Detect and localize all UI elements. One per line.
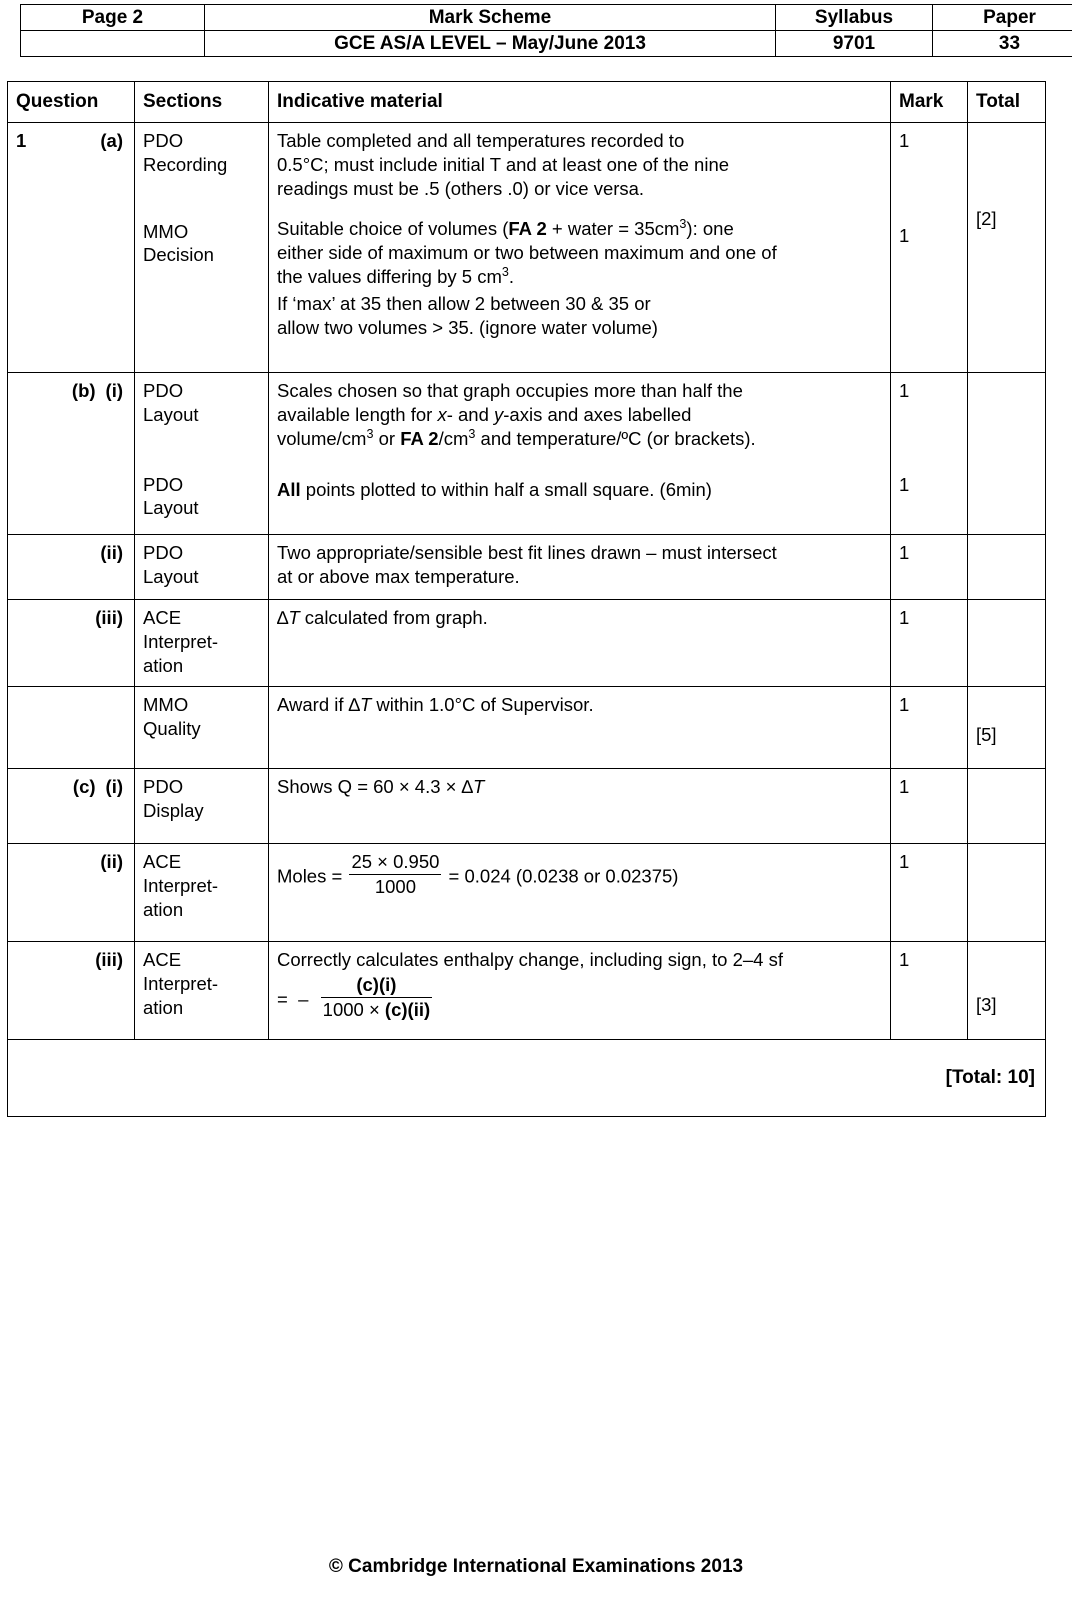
equals-symbol: = (277, 988, 288, 1010)
text-fragment-bold: FA 2 (400, 427, 439, 449)
mark-value: 1 (899, 130, 910, 152)
section-group (143, 541, 261, 588)
section-code: MMO (143, 694, 189, 716)
mark-cell-ci (891, 769, 968, 844)
header-exam-line: GCE AS/A LEVEL – May/June 2013 (205, 31, 776, 57)
indicative-cell-1a (269, 123, 891, 373)
header-paper-label: Paper (933, 5, 1072, 31)
text-fragment: the values differing by 5 cm (277, 265, 502, 287)
total-value: [3] (976, 994, 997, 1016)
text-fragment: Suitable choice of volumes ( (277, 218, 509, 240)
question-cell-bii (8, 535, 135, 600)
text-fragment: Two appropriate/sensible best fit lines drawn – must intersect (277, 542, 777, 564)
sections-cell-1a (135, 123, 269, 373)
section-code: PDO (143, 776, 184, 798)
section-skill-cont: ation (143, 654, 184, 676)
sections-cell-bii (135, 535, 269, 600)
text-fragment: ∆ (277, 607, 289, 629)
text-fragment: Moles = (277, 865, 348, 887)
column-header-indicative-material: Indicative material (269, 82, 891, 123)
text-fragment: °C of Supervisor. (454, 694, 594, 716)
table-row (8, 600, 1046, 687)
section-skill: Interpret- (143, 874, 219, 896)
text-fragment: 0.5 (277, 153, 303, 175)
section-code: PDO (143, 473, 184, 495)
section-code: PDO (143, 380, 184, 402)
total-cell-ciii (968, 942, 1046, 1040)
mark-value: 1 (899, 851, 910, 873)
total-cell-ci (968, 769, 1046, 844)
sections-cell-cii (135, 844, 269, 942)
column-header-sections: Sections (135, 82, 269, 123)
indicative-paragraph (277, 292, 883, 339)
mark-cell-bi (891, 373, 968, 535)
header-row-top (21, 5, 1072, 31)
superscript: 3 (468, 426, 476, 441)
text-fragment-italic: T (472, 776, 485, 798)
column-header-mark: Mark (891, 82, 968, 123)
text-fragment: 1000 (322, 998, 369, 1020)
fraction (321, 973, 432, 1021)
question-part: (a) (100, 130, 123, 152)
section-code: ACE (143, 607, 182, 629)
text-fragment: 25 (351, 851, 378, 873)
question-cell-biii (8, 600, 135, 687)
multiply-symbol: × (398, 776, 410, 798)
indicative-paragraph (277, 775, 883, 799)
indicative-equation (277, 973, 883, 1021)
grand-total-cell: [Total: 10] (8, 1040, 1046, 1117)
fraction-denominator (321, 998, 432, 1022)
indicative-paragraph (277, 129, 883, 200)
text-fragment-italic: T (359, 694, 372, 716)
minus-symbol: – (298, 988, 309, 1010)
mark-value: 1 (899, 949, 910, 971)
section-skill: Layout (143, 565, 199, 587)
mark-value: 1 (899, 380, 910, 402)
section-skill-cont: ation (143, 898, 184, 920)
section-code: ACE (143, 949, 182, 971)
table-row (8, 535, 1046, 600)
text-fragment: ∆ (348, 694, 360, 716)
question-subpart: (iii) (95, 607, 123, 629)
question-cell-bi (8, 373, 135, 535)
total-cell-quality (968, 687, 1046, 769)
fraction-denominator: 1000 (374, 875, 416, 897)
indicative-cell-ciii (269, 942, 891, 1040)
section-group (143, 220, 261, 267)
section-group (143, 775, 261, 822)
section-skill: Display (143, 799, 204, 821)
mark-cell-quality (891, 687, 968, 769)
multiply-symbol: × (445, 776, 457, 798)
text-fragment-bold: FA 2 (508, 218, 547, 240)
indicative-equation (277, 850, 883, 898)
question-subpart: (ii) (100, 851, 123, 873)
text-fragment: at or above max temperature. (277, 565, 520, 587)
text-fragment: Correctly calculates enthalpy change, including sign, to 2–4 sf (277, 949, 783, 971)
section-skill: Decision (143, 244, 214, 266)
mark-cell-1a (891, 123, 968, 373)
text-fragment: = 0.024 (0.0238 or 0.02375) (443, 865, 679, 887)
section-group (143, 379, 261, 426)
text-fragment: and temperature/ºC (or brackets). (475, 427, 756, 449)
text-fragment: within 1.0 (371, 694, 455, 716)
sections-cell-bi (135, 373, 269, 535)
text-fragment: ): one (686, 218, 734, 240)
total-cell-bi (968, 373, 1046, 535)
text-fragment: Scales chosen so that graph occupies more than half the (277, 380, 743, 402)
indicative-cell-bii (269, 535, 891, 600)
section-skill: Interpret- (143, 972, 219, 994)
indicative-paragraph (277, 541, 883, 588)
text-fragment: °C; must include initial T and at least one of the nine (302, 153, 730, 175)
mark-value: 1 (899, 694, 910, 716)
text-fragment: Table completed and all temperatures recorded to (277, 130, 685, 152)
indicative-cell-bi (269, 373, 891, 535)
fraction (349, 850, 441, 898)
section-group (143, 473, 261, 520)
section-code: PDO (143, 542, 184, 564)
header-row-bottom (21, 31, 1072, 57)
superscript: 3 (366, 426, 374, 441)
indicative-paragraph (277, 606, 883, 630)
question-part: (b) (71, 380, 96, 402)
mark-value: 1 (899, 776, 910, 798)
mark-value: 1 (899, 607, 910, 629)
question-cell-1a (8, 123, 135, 373)
table-row (8, 123, 1046, 373)
section-skill: Recording (143, 153, 228, 175)
indicative-paragraph (277, 379, 883, 450)
total-cell-1a (968, 123, 1046, 373)
page-footer: © Cambridge International Examinations 2013 (328, 1556, 744, 1577)
text-fragment-bold: All (277, 479, 301, 501)
text-fragment: either side of maximum or two between maximum and one of (277, 242, 777, 263)
question-subpart: (iii) (95, 949, 123, 971)
text-fragment: ∆ (456, 776, 473, 798)
header-page-empty (21, 31, 205, 57)
text-fragment: Shows Q = 60 (277, 776, 399, 798)
text-fragment: available length for (277, 403, 438, 425)
indicative-cell-ci (269, 769, 891, 844)
superscript: 3 (501, 264, 509, 279)
text-fragment: 0.950 (387, 851, 440, 873)
text-fragment: + water = 35 (546, 218, 655, 240)
text-fragment: or (373, 427, 401, 449)
indicative-cell-biii (269, 600, 891, 687)
total-value: [2] (976, 208, 997, 230)
section-skill-cont: ation (143, 996, 184, 1018)
indicative-cell-cii (269, 844, 891, 942)
question-number: 1 (16, 130, 27, 152)
question-part-group (16, 379, 127, 403)
text-fragment: points plotted to within half a small square. (6 (300, 479, 676, 501)
text-fragment: volume/cm (277, 427, 367, 449)
header-syllabus-code: 9701 (776, 31, 933, 57)
header-page-label: Page 2 (21, 5, 205, 31)
section-group (143, 693, 261, 740)
text-fragment: Award if (277, 694, 349, 716)
sections-cell-quality (135, 687, 269, 769)
question-part-group (16, 775, 127, 799)
section-group (143, 948, 261, 1019)
mark-value: 1 (899, 224, 910, 246)
section-group (143, 129, 261, 176)
question-cell-ci (8, 769, 135, 844)
question-part: (c) (72, 776, 96, 798)
question-cell-ciii (8, 942, 135, 1040)
grand-total-row (8, 1040, 1046, 1117)
table-row (8, 942, 1046, 1040)
total-cell-bii (968, 535, 1046, 600)
text-fragment: - and (446, 403, 495, 425)
question-cell-cii (8, 844, 135, 942)
indicative-cell-quality (269, 687, 891, 769)
mark-cell-biii (891, 600, 968, 687)
mark-scheme-table (7, 81, 1046, 1117)
header-syllabus-label: Syllabus (776, 5, 933, 31)
table-row (8, 844, 1046, 942)
superscript: 3 (679, 217, 687, 232)
text-fragment: cm (654, 218, 680, 240)
table-row (8, 373, 1046, 535)
total-value: [5] (976, 724, 997, 746)
text-fragment: allow two volumes > 35. (ignore water volume) (277, 317, 658, 339)
header-paper-code: 33 (933, 31, 1072, 57)
fraction-numerator (349, 850, 441, 875)
section-code: PDO (143, 130, 184, 152)
sections-cell-ciii (135, 942, 269, 1040)
total-cell-cii (968, 844, 1046, 942)
indicative-paragraph (277, 948, 883, 972)
text-fragment: calculated from graph. (299, 607, 488, 629)
text-fragment-italic: T (288, 607, 300, 629)
indicative-paragraph (277, 693, 883, 717)
question-subpart: (i) (105, 380, 123, 402)
mark-cell-cii (891, 844, 968, 942)
table-row (8, 687, 1046, 769)
mark-value: 1 (899, 473, 910, 495)
question-cell-quality (8, 687, 135, 769)
question-subpart: (i) (105, 776, 123, 798)
mark-value: 1 (899, 542, 910, 564)
section-group (143, 850, 261, 921)
section-skill: Layout (143, 403, 199, 425)
column-header-total: Total (968, 82, 1046, 123)
section-group (143, 606, 261, 677)
total-cell-biii (968, 600, 1046, 687)
section-skill: Interpret- (143, 630, 219, 652)
text-fragment: min) (675, 479, 712, 501)
table-row (8, 769, 1046, 844)
indicative-paragraph (277, 217, 883, 288)
text-fragment: /cm (438, 427, 469, 449)
column-header-question: Question (8, 82, 135, 123)
indicative-paragraph (277, 478, 883, 502)
multiply-symbol: × (377, 851, 388, 873)
text-fragment: . (508, 265, 515, 287)
section-skill: Layout (143, 497, 199, 519)
mark-cell-bii (891, 535, 968, 600)
text-fragment: -axis and axes labelled (503, 403, 692, 425)
section-code: MMO (143, 220, 189, 242)
fraction-numerator: (c)(i) (321, 973, 432, 998)
text-fragment-italic: x (437, 403, 447, 425)
text-fragment: readings must be .5 (others .0) or vice versa. (277, 177, 645, 199)
header-doc-title: Mark Scheme (205, 5, 776, 31)
mark-cell-ciii (891, 942, 968, 1040)
sections-cell-biii (135, 600, 269, 687)
text-fragment: If ‘max’ at 35 then allow 2 between 30 & 35 or (277, 293, 651, 315)
table-header-row (8, 82, 1046, 123)
multiply-symbol: × (368, 998, 380, 1020)
question-subpart: (ii) (100, 542, 123, 564)
text-fragment-italic: y (494, 403, 504, 425)
sections-cell-ci (135, 769, 269, 844)
section-skill: Quality (143, 717, 201, 739)
text-fragment: 4.3 (409, 776, 446, 798)
text-fragment-bold: (c)(ii) (379, 998, 431, 1020)
section-code: ACE (143, 851, 182, 873)
page-header-table (20, 4, 1072, 57)
